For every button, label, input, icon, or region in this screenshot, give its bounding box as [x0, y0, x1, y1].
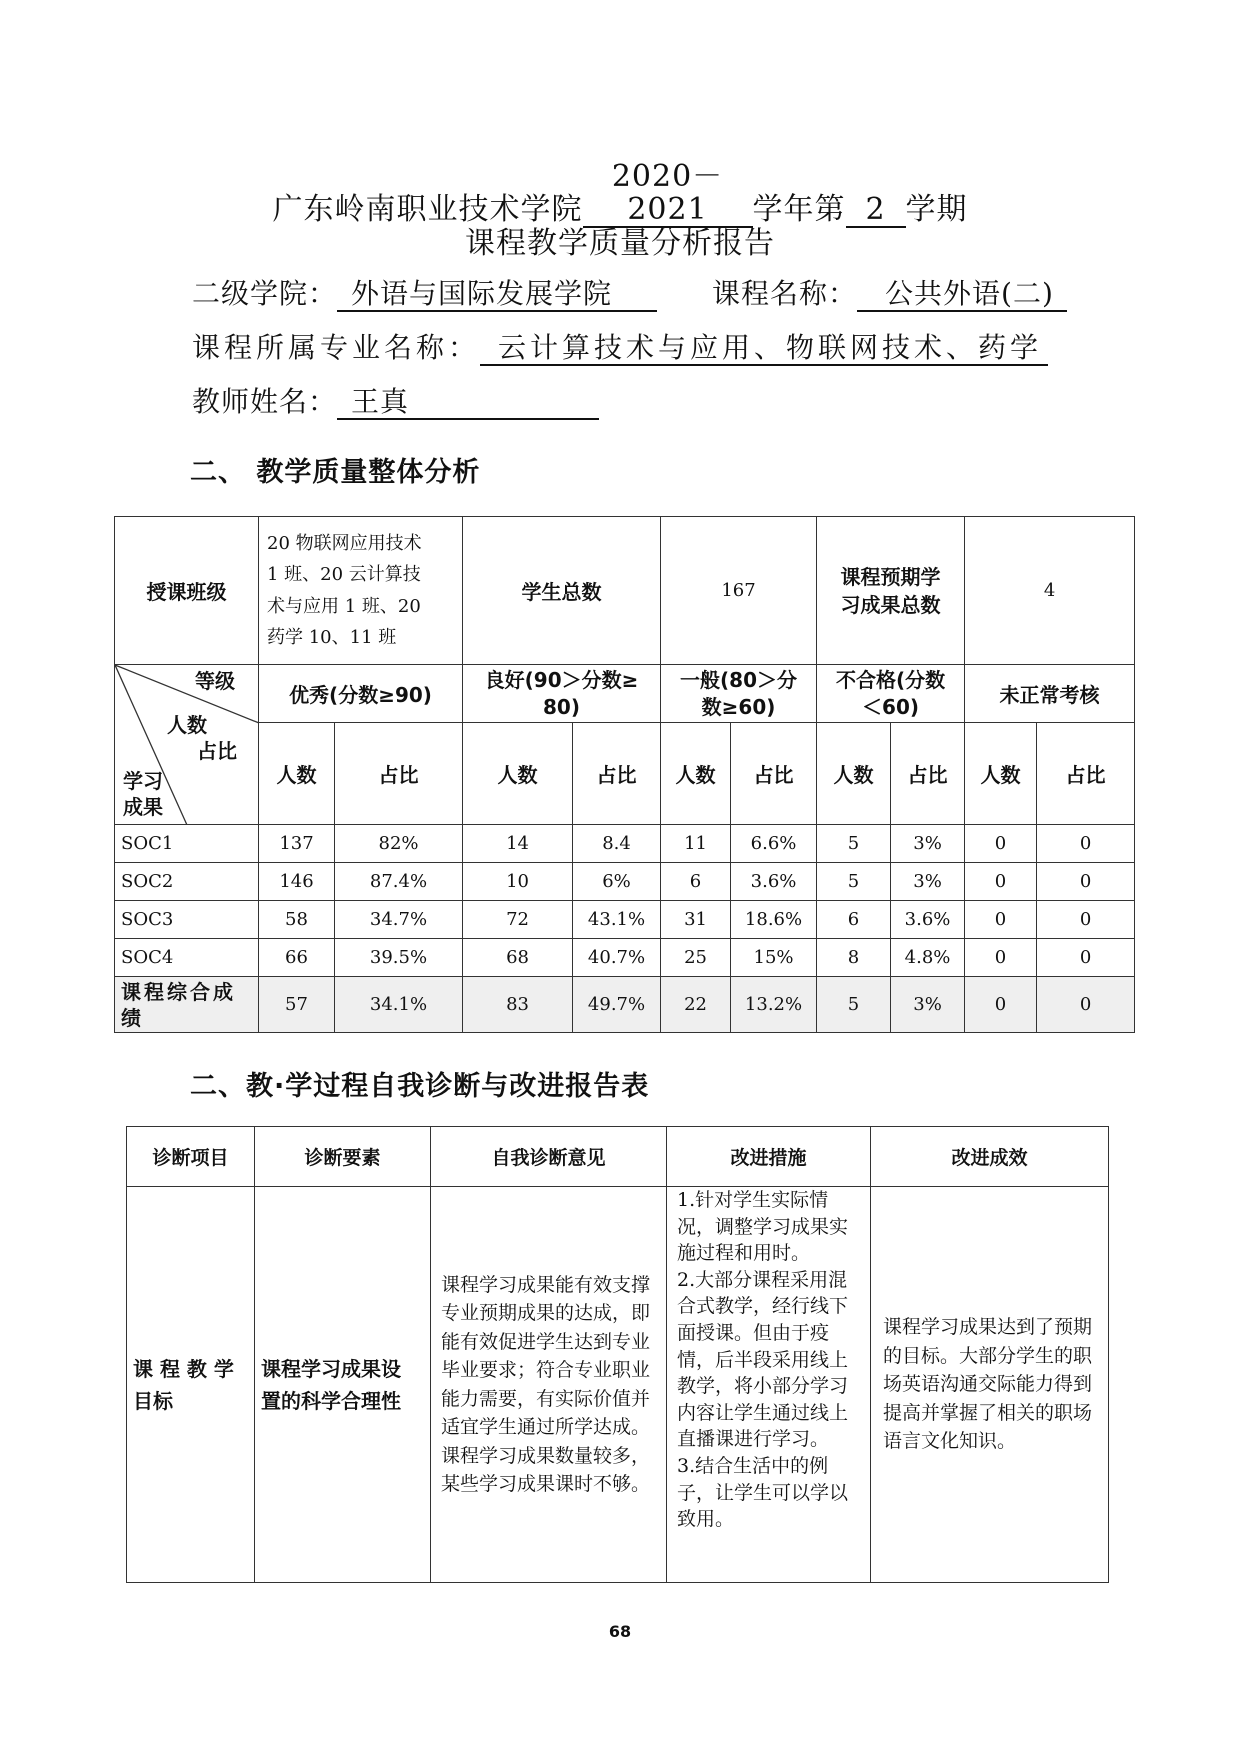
table-cell: 8	[817, 939, 891, 977]
outcomes-label-line: 习成果总数	[840, 592, 941, 617]
grade-label-line: 一般(80＞分	[680, 667, 798, 692]
diag-header-effect: 改进成效	[871, 1127, 1109, 1187]
course-label: 课程名称：	[712, 277, 858, 310]
table-cell: 83	[463, 977, 573, 1033]
table-cell: 0	[965, 977, 1037, 1033]
teacher-line	[192, 380, 599, 420]
quality-analysis-table	[114, 516, 1135, 1033]
table-cell: 18.6%	[731, 901, 817, 939]
table-cell: 137	[259, 825, 335, 863]
table-cell: 0	[1037, 901, 1135, 939]
ratio-header: 占比	[731, 723, 817, 825]
diagonal-header-cell	[115, 665, 259, 825]
count-header: 人数	[965, 723, 1037, 825]
section1-title: 二、 教学质量整体分析	[190, 457, 481, 488]
page-number: 68	[608, 1622, 632, 1641]
table-cell: 49.7%	[573, 977, 661, 1033]
count-header: 人数	[463, 723, 573, 825]
table-cell: 0	[1037, 977, 1135, 1033]
year-suffix: 学年第	[752, 192, 846, 227]
class-line: 1 班、20 云计算技	[267, 564, 421, 585]
table-cell: 87.4%	[335, 863, 463, 901]
report-subtitle: 课程教学质量分析报告	[465, 226, 775, 261]
diagnosis-table	[126, 1126, 1109, 1583]
table-cell: 34.7%	[335, 901, 463, 939]
outcome-name: SOC4	[115, 939, 259, 977]
term-number: 2	[846, 193, 906, 228]
grade-label-line: 数≥60)	[701, 694, 776, 719]
table-cell: 10	[463, 863, 573, 901]
table-cell: 34.1%	[335, 977, 463, 1033]
count-header: 人数	[661, 723, 731, 825]
table-cell: 3%	[891, 977, 965, 1033]
major-value: 云计算技术与应用、物联网技术、药学	[480, 333, 1048, 366]
school-name: 广东岭南职业技术学院	[272, 192, 583, 227]
diag-header-item: 诊断项目	[127, 1127, 255, 1187]
measure-item: 1.针对学生实际情况，调整学习成果实施过程和用时。	[677, 1189, 849, 1265]
outcomes-label	[817, 517, 965, 665]
table-cell: 25	[661, 939, 731, 977]
diag-header-opinion: 自我诊断意见	[431, 1127, 667, 1187]
ratio-header: 占比	[573, 723, 661, 825]
class-value	[259, 517, 463, 665]
diag-item-line: 目标	[133, 1388, 173, 1413]
table-cell: 0	[1037, 825, 1135, 863]
diag-measures	[667, 1187, 871, 1583]
total-row	[115, 977, 1135, 1033]
count-header: 人数	[259, 723, 335, 825]
count-header: 人数	[817, 723, 891, 825]
diag-header-element: 诊断要素	[255, 1127, 431, 1187]
table-cell: 3%	[891, 863, 965, 901]
grade-excellent: 优秀(分数≥90)	[259, 665, 463, 723]
table-cell: 3.6%	[891, 901, 965, 939]
table-row	[115, 939, 1135, 977]
ratio-header: 占比	[891, 723, 965, 825]
table-cell: 6	[661, 863, 731, 901]
table-cell: 6%	[573, 863, 661, 901]
table-cell: 58	[259, 901, 335, 939]
table-cell: 0	[965, 901, 1037, 939]
section2-title: 二、教·学过程自我诊断与改进报告表	[190, 1071, 650, 1102]
table-cell: 3.6%	[731, 863, 817, 901]
table-cell: 15%	[731, 939, 817, 977]
table-cell: 146	[259, 863, 335, 901]
grade-average	[661, 665, 817, 723]
table-cell: 0	[1037, 863, 1135, 901]
diag-header-measures: 改进措施	[667, 1127, 871, 1187]
class-label: 授课班级	[115, 517, 259, 665]
outcome-name: SOC3	[115, 901, 259, 939]
outcome-name: SOC2	[115, 863, 259, 901]
grade-good	[463, 665, 661, 723]
grade-absent: 未正常考核	[965, 665, 1135, 723]
table-cell: 14	[463, 825, 573, 863]
diag-item	[127, 1187, 255, 1583]
table-row	[115, 825, 1135, 863]
diag-item-line: 课 程 教 学	[133, 1356, 234, 1381]
course-value: 公共外语(二)	[857, 279, 1067, 312]
course-line	[712, 272, 1067, 312]
college-line	[192, 272, 657, 312]
table-cell: 6.6%	[731, 825, 817, 863]
table-cell: 8.4	[573, 825, 661, 863]
diag-element-line: 置的科学合理性	[261, 1388, 401, 1413]
class-line: 20 物联网应用技术	[267, 532, 422, 554]
grade-label-line: 80)	[543, 694, 580, 719]
major-label: 课程所属专业名称：	[192, 331, 481, 364]
table-cell: 0	[965, 825, 1037, 863]
college-label: 二级学院：	[192, 277, 338, 310]
table-cell: 5	[817, 977, 891, 1033]
table-cell: 82%	[335, 825, 463, 863]
ratio-header: 占比	[335, 723, 463, 825]
diag-ratio-label: 占比	[197, 739, 237, 763]
diag-grade-label: 等级	[195, 669, 235, 693]
table-cell: 3%	[891, 825, 965, 863]
students-label: 学生总数	[463, 517, 661, 665]
table-cell: 39.5%	[335, 939, 463, 977]
table-cell: 6	[817, 901, 891, 939]
outcomes-value: 4	[965, 517, 1135, 665]
teacher-value: 王真	[337, 387, 599, 420]
diag-effect: 课程学习成果达到了预期的目标。大部分学生的职场英语沟通交际能力得到提高并掌握了相关的职场语言文化知识。	[871, 1187, 1109, 1583]
total-label-line: 课程综合成	[121, 979, 236, 1004]
table-cell: 40.7%	[573, 939, 661, 977]
term-suffix: 学期	[905, 192, 968, 227]
table-cell: 4.8%	[891, 939, 965, 977]
table-cell: 13.2%	[731, 977, 817, 1033]
ratio-header: 占比	[1037, 723, 1135, 825]
table-cell: 5	[817, 863, 891, 901]
table-cell: 0	[1037, 939, 1135, 977]
diag-element	[255, 1187, 431, 1583]
table-cell: 68	[463, 939, 573, 977]
diag-opinion: 课程学习成果能有效支撑专业预期成果的达成，即能有效促进学生达到专业毕业要求；符合专业职业能力需要，有实际价值并适宜学生通过所学达成。课程学习成果数量较多，某些学习成果课时不够。	[431, 1187, 667, 1583]
college-value: 外语与国际发展学院	[337, 279, 657, 312]
diag-outcome-label: 成果	[123, 795, 163, 819]
table-cell: 66	[259, 939, 335, 977]
table-cell: 57	[259, 977, 335, 1033]
outcome-name: SOC1	[115, 825, 259, 863]
total-label-line: 绩	[121, 1005, 144, 1030]
diag-outcome-label: 学习	[123, 769, 163, 793]
diag-count-label: 人数	[167, 713, 207, 737]
table-cell: 0	[965, 863, 1037, 901]
table-cell: 0	[965, 939, 1037, 977]
table-cell: 43.1%	[573, 901, 661, 939]
table-cell: 5	[817, 825, 891, 863]
measure-item: 3.结合生活中的例子，让学生可以学以致用。	[677, 1454, 849, 1531]
class-line: 药学 10、11 班	[267, 627, 397, 648]
table-cell: 11	[661, 825, 731, 863]
table-row	[115, 863, 1135, 901]
grade-rows	[115, 825, 1135, 977]
academic-years: 2020－2021	[583, 160, 753, 228]
major-line	[192, 326, 1048, 366]
table-row	[115, 901, 1135, 939]
diag-element-line: 课程学习成果设	[261, 1356, 401, 1381]
grade-fail	[817, 665, 965, 723]
grade-label-line: 不合格(分数	[835, 667, 946, 692]
grade-label-line: 良好(90＞分数≥	[484, 667, 639, 692]
grade-label-line: ＜60)	[862, 694, 920, 719]
total-label	[115, 977, 259, 1033]
table-cell: 31	[661, 901, 731, 939]
teacher-label: 教师姓名：	[192, 385, 338, 418]
table-cell: 72	[463, 901, 573, 939]
table-cell: 22	[661, 977, 731, 1033]
students-value: 167	[661, 517, 817, 665]
measure-item: 2.大部分课程采用混合式教学，经行线下面授课。但由于疫情，后半段采用线上教学，将小部分学习内容让学生通过线上直播课进行学习。	[677, 1268, 849, 1451]
class-line: 术与应用 1 班、20	[267, 595, 421, 617]
outcomes-label-line: 课程预期学	[840, 564, 941, 589]
